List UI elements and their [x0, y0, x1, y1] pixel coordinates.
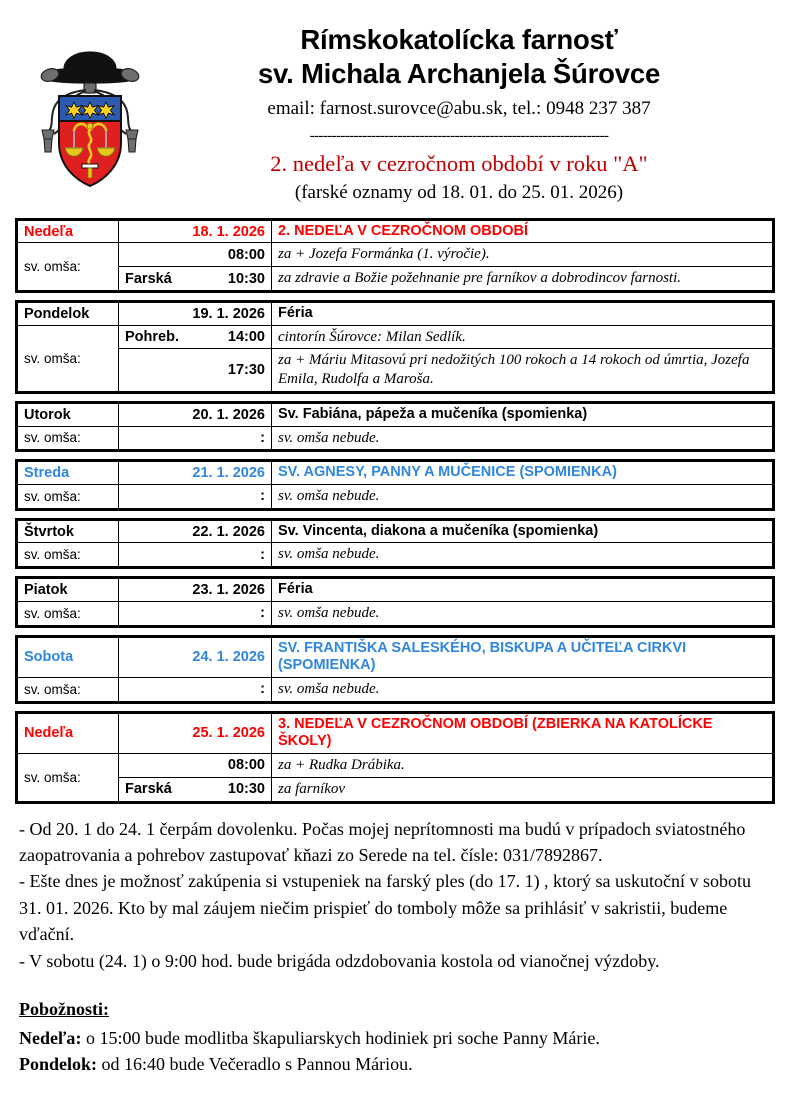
day-date: 22. 1. 2026	[119, 520, 272, 543]
devotion-text: od 16:40 bude Večeradlo s Pannou Máriou.	[97, 1054, 413, 1075]
day-feast: Féria	[272, 302, 773, 325]
mass-row	[18, 243, 773, 267]
mass-intention: sv. omša nebude.	[272, 601, 773, 625]
day-header-row	[18, 220, 773, 243]
day-block	[15, 518, 775, 569]
day-date: 23. 1. 2026	[119, 579, 272, 602]
mass-time-cell	[119, 677, 272, 701]
devotions-list	[19, 1025, 771, 1078]
day-table	[17, 461, 773, 508]
devotion-day: Pondelok	[19, 1054, 92, 1075]
mass-label: sv. omša:	[18, 754, 119, 802]
day-name: Piatok	[18, 579, 119, 602]
day-name: Pondelok	[18, 302, 119, 325]
devotion-separator: :	[91, 1054, 98, 1075]
day-header-row	[18, 713, 773, 753]
parish-title-line-2: sv. Michala Archanjela Šúrovce	[257, 58, 661, 90]
day-date: 18. 1. 2026	[119, 220, 272, 243]
mass-time: 10:30	[227, 270, 265, 287]
mass-row	[18, 754, 773, 778]
parish-title-line-1: Rímskokatolícka farnosť	[300, 24, 618, 55]
mass-label: sv. omša:	[18, 426, 119, 450]
day-table	[17, 520, 773, 567]
day-block	[15, 635, 775, 704]
day-name: Utorok	[18, 403, 119, 426]
day-block	[15, 300, 775, 394]
day-name: Sobota	[18, 637, 119, 677]
mass-time-cell	[119, 426, 272, 450]
mass-row	[18, 349, 773, 392]
mass-intention: sv. omša nebude.	[272, 426, 773, 450]
devotions-section	[14, 996, 776, 1077]
mass-time: 08:00	[227, 757, 265, 774]
day-date: 19. 1. 2026	[119, 302, 272, 325]
day-header-row	[18, 579, 773, 602]
day-header-row	[18, 637, 773, 677]
day-name: Nedeľa	[18, 220, 119, 243]
day-feast: Sv. Vincenta, diakona a mučeníka (spomienka)	[272, 520, 773, 543]
mass-label: sv. omša:	[18, 601, 119, 625]
day-block	[15, 401, 775, 452]
mass-type-label: Pohreb.	[125, 328, 179, 345]
devotion-text: o 15:00 bude modlitba škapuliarskych hodiniek pri soche Panny Márie.	[81, 1027, 600, 1048]
day-table	[17, 302, 773, 392]
header-text-block	[164, 22, 776, 206]
parish-contact-line: email: farnost.surovce@abu.sk, tel.: 0948 237 387	[267, 98, 651, 120]
mass-time: 14:00	[227, 328, 265, 345]
mass-label: sv. omša:	[18, 677, 119, 701]
day-block	[15, 711, 775, 804]
weekly-schedule	[14, 218, 776, 804]
day-header-row	[18, 403, 773, 426]
announcement-item: - Ešte dnes je možnosť zakúpenia si vstupeniek na farský ples (do 17. 1) , ktorý sa uskutoční v sobotu 31. 01. 2026. Kto by mal záujem niečim prispieť do tomboly môže sa prihlásiť v sakristii, budeme vďační.	[19, 871, 752, 945]
mass-row	[18, 267, 773, 291]
day-date: 24. 1. 2026	[119, 637, 272, 677]
mass-intention: za + Máriu Mitasovú pri nedožitých 100 rokoch a 14 rokoch od úmrtia, Jozefa Emila, Rudolfa a Maroša.	[272, 349, 773, 392]
mass-intention: sv. omša nebude.	[272, 543, 773, 567]
day-date: 20. 1. 2026	[119, 403, 272, 426]
mass-intention: sv. omša nebude.	[272, 677, 773, 701]
mass-time-cell	[119, 601, 272, 625]
day-name: Štvrtok	[18, 520, 119, 543]
mass-label: sv. omša:	[18, 484, 119, 508]
day-header-row	[18, 462, 773, 485]
day-block	[15, 218, 775, 293]
mass-time-cell	[119, 243, 272, 267]
mass-label: sv. omša:	[18, 325, 119, 391]
devotion-separator: :	[75, 1027, 82, 1048]
day-feast: Sv. Fabiána, pápeža a mučeníka (spomienka)	[272, 403, 773, 426]
day-name: Streda	[18, 462, 119, 485]
mass-intention: cintorín Šúrovce: Milan Sedlík.	[272, 325, 773, 349]
day-date: 25. 1. 2026	[119, 713, 272, 753]
announcement-item: - Od 20. 1 do 24. 1 čerpám dovolenku. Počas mojej neprítomnosti ma budú v prípadoch sviatostného zaopatrovania a pohrebov zastupovať kňazi zo Serede na tel. čísle: 031/7892867.	[19, 818, 746, 866]
liturgical-season-title: 2. nedeľa v cezročnom období v roku "A"	[270, 150, 648, 176]
mass-row	[18, 543, 773, 567]
day-date: 21. 1. 2026	[119, 462, 272, 485]
mass-time: :	[260, 605, 265, 622]
day-table	[17, 637, 773, 702]
mass-time: :	[260, 681, 265, 698]
day-name: Nedeľa	[18, 713, 119, 753]
announcements-section	[14, 816, 776, 975]
mass-label: sv. omša:	[18, 243, 119, 291]
coat-of-arms-crest-icon	[24, 22, 164, 198]
devotion-item	[19, 1051, 771, 1077]
day-feast: 2. NEDEĽA V CEZROČNOM OBDOBÍ	[272, 220, 773, 243]
day-feast: SV. AGNESY, PANNY A MUČENICE (SPOMIENKA)	[272, 462, 773, 485]
announcement-item: - V sobotu (24. 1) o 9:00 hod. bude brigáda odzdobovania kostola od vianočnej výzdoby.	[19, 950, 660, 971]
mass-time: :	[260, 429, 265, 446]
mass-intention: za + Rudka Drábika.	[272, 754, 773, 778]
devotion-day: Nedeľa	[19, 1027, 76, 1048]
mass-label: sv. omša:	[18, 543, 119, 567]
mass-time: 10:30	[227, 781, 265, 798]
day-table	[17, 578, 773, 625]
mass-type-label: Farská	[125, 781, 172, 798]
mass-time-cell	[119, 267, 272, 291]
mass-time-cell	[119, 484, 272, 508]
day-block	[15, 459, 775, 510]
mass-time: :	[260, 488, 265, 505]
day-feast: 3. NEDEĽA V CEZROČNOM OBDOBÍ (ZBIERKA NA KATOLÍCKE ŠKOLY)	[272, 713, 773, 753]
mass-row	[18, 325, 773, 349]
bulletin-date-range: (farské oznamy od 18. 01. do 25. 01. 2026)	[294, 182, 624, 204]
mass-row	[18, 484, 773, 508]
day-table	[17, 403, 773, 450]
mass-time-cell	[119, 325, 272, 349]
mass-time-cell	[119, 754, 272, 778]
mass-type-label: Farská	[125, 270, 172, 287]
mass-time: :	[260, 546, 265, 563]
mass-time: 08:00	[227, 246, 265, 263]
day-header-row	[18, 302, 773, 325]
mass-intention: za + Jozefa Formánka (1. výročie).	[272, 243, 773, 267]
devotions-title: Pobožnosti:	[19, 999, 109, 1020]
mass-intention: za zdravie a Božie požehnanie pre farníkov a dobrodincov farnosti.	[272, 267, 773, 291]
mass-row	[18, 601, 773, 625]
day-block	[15, 576, 775, 627]
day-header-row	[18, 520, 773, 543]
header-divider: --------------------------------------------------------------------	[309, 128, 609, 144]
day-table	[17, 220, 773, 291]
document-header	[14, 0, 776, 206]
mass-row	[18, 426, 773, 450]
mass-time-cell	[119, 777, 272, 801]
devotion-item	[19, 1025, 771, 1051]
day-feast: SV. FRANTIŠKA SALESKÉHO, BISKUPA A UČITEĽA CIRKVI (SPOMIENKA)	[272, 637, 773, 677]
mass-time-cell	[119, 349, 272, 392]
day-feast: Féria	[272, 579, 773, 602]
mass-row	[18, 777, 773, 801]
mass-intention: sv. omša nebude.	[272, 484, 773, 508]
mass-time: 17:30	[227, 362, 265, 379]
mass-row	[18, 677, 773, 701]
mass-intention: za farníkov	[272, 777, 773, 801]
mass-time-cell	[119, 543, 272, 567]
day-table	[17, 713, 773, 802]
